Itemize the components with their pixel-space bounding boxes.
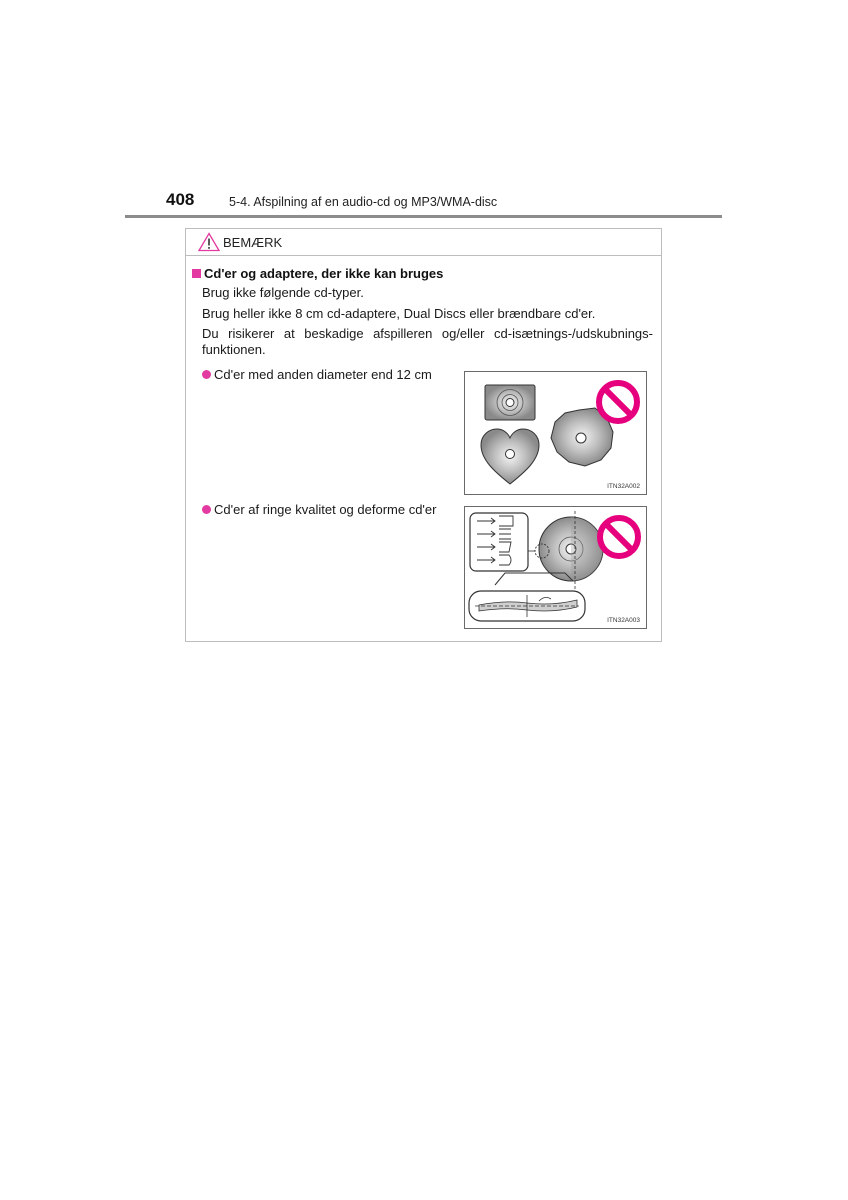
figure-code: ITN32A003: [607, 617, 640, 624]
bullet-text: Cd'er med anden diameter end 12 cm: [214, 367, 432, 382]
warning-triangle-icon: [198, 232, 220, 252]
figure-code: ITN32A002: [607, 483, 640, 490]
square-bullet-icon: [192, 269, 201, 278]
round-bullet-icon: [202, 505, 211, 514]
notice-box: [185, 228, 662, 642]
paragraph: Brug ikke følgende cd-typer.: [202, 285, 364, 300]
notice-title-bar: [186, 229, 661, 256]
bullet-item: [202, 367, 432, 382]
bullet-item: [202, 502, 436, 517]
odd-shaped-discs-illustration: [465, 372, 646, 494]
figure-deformed-discs: [464, 506, 647, 629]
subheading: [192, 266, 443, 281]
section-header: 5-4. Afspilning af en audio-cd og MP3/WMA-disc: [229, 195, 498, 209]
deformed-discs-illustration: [465, 507, 646, 628]
round-bullet-icon: [202, 370, 211, 379]
page-number: 408: [166, 190, 195, 209]
bullet-text: Cd'er af ringe kvalitet og deforme cd'er: [214, 502, 437, 517]
figure-odd-shaped-discs: [464, 371, 647, 495]
subheading-text: Cd'er og adaptere, der ikke kan bruges: [204, 266, 444, 281]
paragraph: Brug heller ikke 8 cm cd-adaptere, Dual Discs eller brændbare cd'er.: [202, 306, 596, 321]
notice-title: BEMÆRK: [223, 235, 283, 250]
header-rule: [125, 215, 722, 218]
paragraph: Du risikerer at beskadige afspilleren og/eller cd-isætnings-/udskubnings-funktionen.: [202, 326, 653, 357]
